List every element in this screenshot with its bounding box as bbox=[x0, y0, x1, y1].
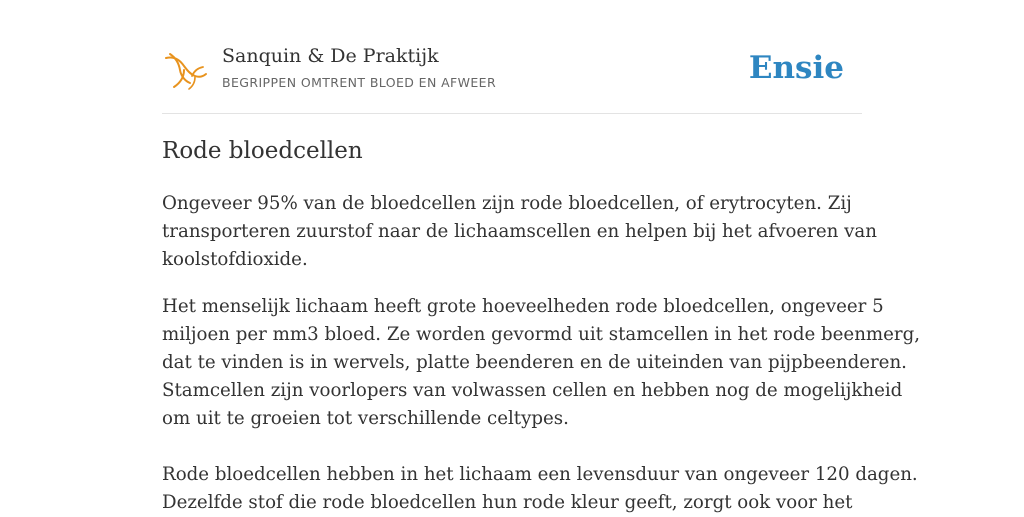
brand-logo[interactable]: Ensie bbox=[748, 50, 844, 86]
bird-logo-icon[interactable] bbox=[164, 52, 208, 90]
paragraph-line: transporteren zuurstof naar de lichaamscellen en helpen bij het afvoeren van bbox=[162, 221, 877, 242]
article-paragraph bbox=[162, 293, 921, 433]
paragraph-line: Ongeveer 95% van de bloedcellen zijn rode bloedcellen, of erytrocyten. Zij bbox=[162, 193, 852, 214]
paragraph-line: miljoen per mm3 bloed. Ze worden gevormd uit stamcellen in het rode beenmerg, bbox=[162, 324, 921, 345]
paragraph-line: om uit te groeien tot verschillende celtypes. bbox=[162, 408, 569, 429]
paragraph-line: dat te vinden is in wervels, platte beenderen en de uiteinden van pijpbeenderen. bbox=[162, 352, 907, 373]
paragraph-line: Dezelfde stof die rode bloedcellen hun rode kleur geeft, zorgt ook voor het bbox=[162, 492, 853, 513]
article-paragraph bbox=[162, 461, 918, 517]
article-paragraph bbox=[162, 190, 877, 274]
paragraph-line: Stamcellen zijn voorlopers van volwassen cellen en hebben nog de mogelijkheid bbox=[162, 380, 903, 401]
paragraph-line: Rode bloedcellen hebben in het lichaam een levensduur van ongeveer 120 dagen. bbox=[162, 464, 918, 485]
article-title: Rode bloedcellen bbox=[162, 138, 363, 164]
organization-name[interactable]: Sanquin & De Praktijk bbox=[222, 45, 439, 67]
page bbox=[162, 0, 921, 513]
paragraph-line: Het menselijk lichaam heeft grote hoeveelheden rode bloedcellen, ongeveer 5 bbox=[162, 296, 884, 317]
paragraph-line: koolstofdioxide. bbox=[162, 249, 308, 270]
site-header bbox=[162, 0, 862, 114]
dictionary-subtitle: BEGRIPPEN OMTRENT BLOED EN AFWEER bbox=[222, 75, 497, 90]
